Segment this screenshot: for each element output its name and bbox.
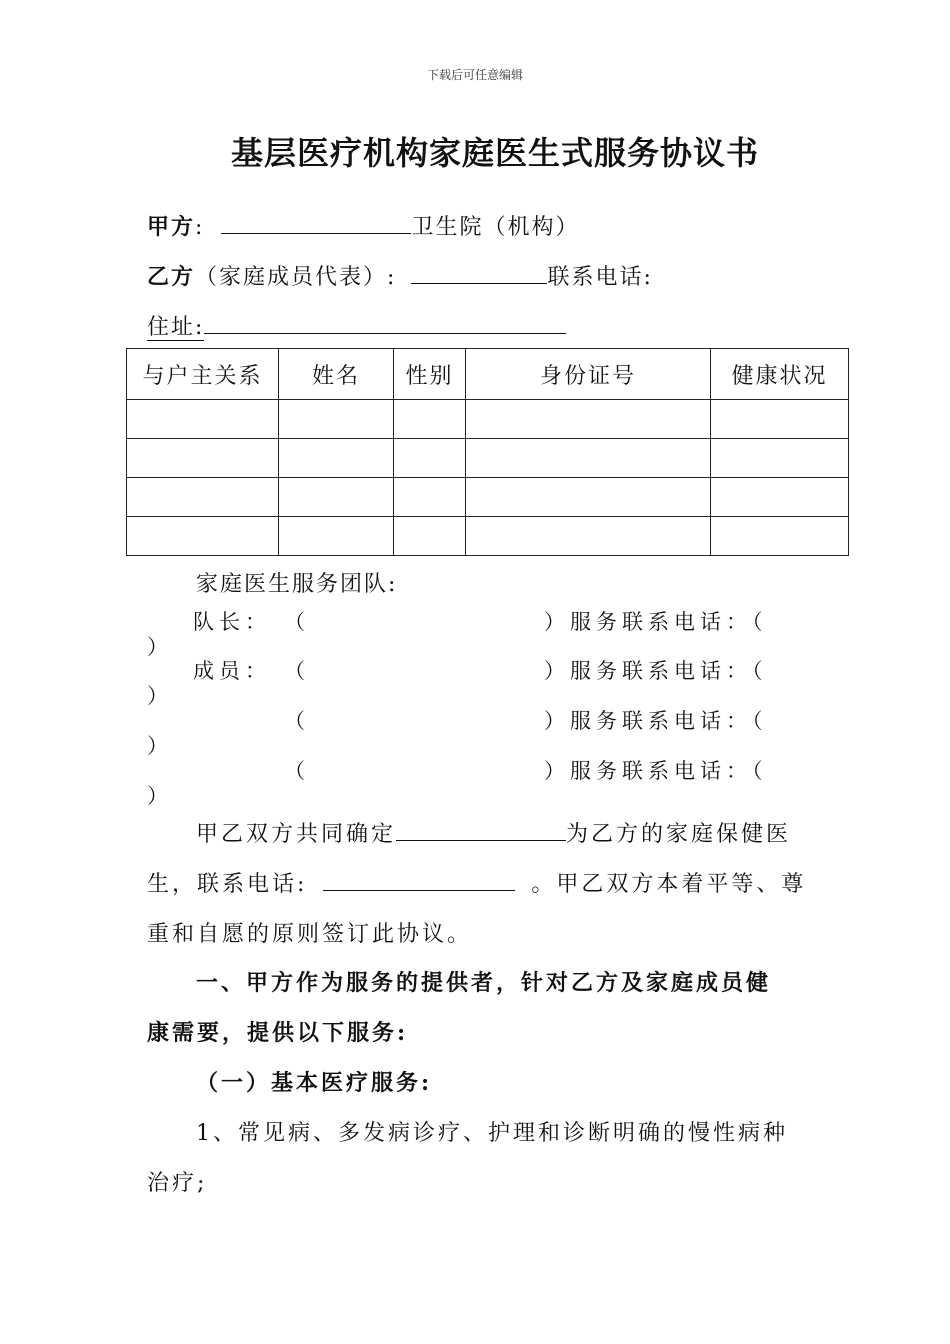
- table-row: [127, 517, 849, 556]
- table-cell[interactable]: [127, 439, 279, 478]
- doctor-phone-blank[interactable]: [323, 870, 515, 891]
- table-cell[interactable]: [466, 400, 711, 439]
- table-cell[interactable]: [127, 400, 279, 439]
- table-cell[interactable]: [711, 517, 849, 556]
- party-b-label: 乙方: [147, 264, 196, 290]
- party-a-suffix: 卫生院（机构）: [411, 215, 580, 240]
- table-cell[interactable]: [394, 517, 466, 556]
- col-header-gender: 性别: [394, 349, 466, 400]
- party-a-colon: :: [195, 215, 205, 240]
- team-member-phone-text: ）服务联系电话：（: [544, 659, 768, 683]
- agreement-text: 甲乙双方共同确定: [196, 822, 397, 847]
- table-cell[interactable]: [279, 400, 394, 439]
- item-1-line-2: 治疗;: [147, 1171, 208, 1196]
- team-member-open-paren: （: [284, 659, 310, 683]
- table-row: [127, 478, 849, 517]
- agreement-line-1: [196, 817, 791, 848]
- address-blank[interactable]: [204, 313, 566, 334]
- team-member-close-paren: ）: [147, 684, 168, 708]
- party-b-desc: （家庭成员代表）:: [195, 265, 397, 290]
- section-1-heading-line-1: 一、甲方作为服务的提供者，针对乙方及家庭成员健: [196, 970, 772, 996]
- section-1-heading-line-2: 康需要，提供以下服务:: [147, 1020, 409, 1046]
- doctor-name-blank[interactable]: [396, 820, 566, 841]
- party-a-blank[interactable]: [221, 213, 411, 234]
- team-heading: 家庭医生服务团队:: [196, 572, 398, 597]
- table-cell[interactable]: [711, 439, 849, 478]
- col-header-id-number: 身份证号: [466, 349, 711, 400]
- party-b-name-blank[interactable]: [411, 263, 547, 284]
- team-leader-phone-text: ）服务联系电话：（: [544, 610, 768, 634]
- address-label: 住址:: [147, 315, 205, 340]
- document-title: 基层医疗机构家庭医生式服务协议书: [230, 134, 759, 172]
- table-cell[interactable]: [127, 478, 279, 517]
- table-cell[interactable]: [127, 517, 279, 556]
- table-cell[interactable]: [394, 478, 466, 517]
- team-member-open-paren: （: [284, 759, 310, 783]
- table-cell[interactable]: [279, 517, 394, 556]
- team-member-open-paren: （: [284, 709, 310, 733]
- table-cell[interactable]: [394, 439, 466, 478]
- party-b-line: [147, 260, 653, 291]
- party-b-phone-label: 联系电话:: [547, 265, 653, 290]
- agreement-line-2: [147, 867, 806, 898]
- col-header-health-status: 健康状况: [711, 349, 849, 400]
- party-a-label: 甲方: [147, 214, 196, 240]
- agreement-text: 生，联系电话:: [147, 872, 308, 897]
- table-header-row: [127, 349, 849, 400]
- subsection-1-title: （一）基本医疗服务:: [196, 1070, 433, 1096]
- team-leader-label: 队长：: [193, 610, 271, 634]
- table-row: [127, 439, 849, 478]
- team-member-close-paren: ）: [147, 734, 168, 758]
- table-cell[interactable]: [711, 478, 849, 517]
- table-cell[interactable]: [466, 439, 711, 478]
- team-member-phone-text: ）服务联系电话：（: [544, 709, 768, 733]
- team-member-close-paren: ）: [147, 784, 168, 808]
- table-cell[interactable]: [466, 517, 711, 556]
- team-member-label: 成员：: [193, 659, 271, 683]
- agreement-line-3: 重和自愿的原则签订此协议。: [147, 922, 473, 947]
- header-note: 下载后可任意编辑: [426, 68, 523, 82]
- table-cell[interactable]: [279, 439, 394, 478]
- team-leader-open-paren: （: [284, 610, 310, 634]
- table-cell[interactable]: [711, 400, 849, 439]
- address-line: [147, 310, 566, 341]
- family-members-table: [126, 348, 849, 556]
- party-a-line: [147, 210, 579, 241]
- table-cell[interactable]: [279, 478, 394, 517]
- item-1-line-1: 1、常见病、多发病诊疗、护理和诊断明确的慢性病种: [196, 1121, 788, 1146]
- col-header-name: 姓名: [279, 349, 394, 400]
- col-header-relation: 与户主关系: [127, 349, 279, 400]
- table-cell[interactable]: [394, 400, 466, 439]
- team-member-phone-text: ）服务联系电话：（: [544, 759, 768, 783]
- agreement-text: 。甲乙双方本着平等、尊: [531, 872, 807, 897]
- agreement-text: 为乙方的家庭保健医: [566, 822, 792, 847]
- table-row: [127, 400, 849, 439]
- table-cell[interactable]: [466, 478, 711, 517]
- team-leader-close-paren: ）: [147, 635, 168, 659]
